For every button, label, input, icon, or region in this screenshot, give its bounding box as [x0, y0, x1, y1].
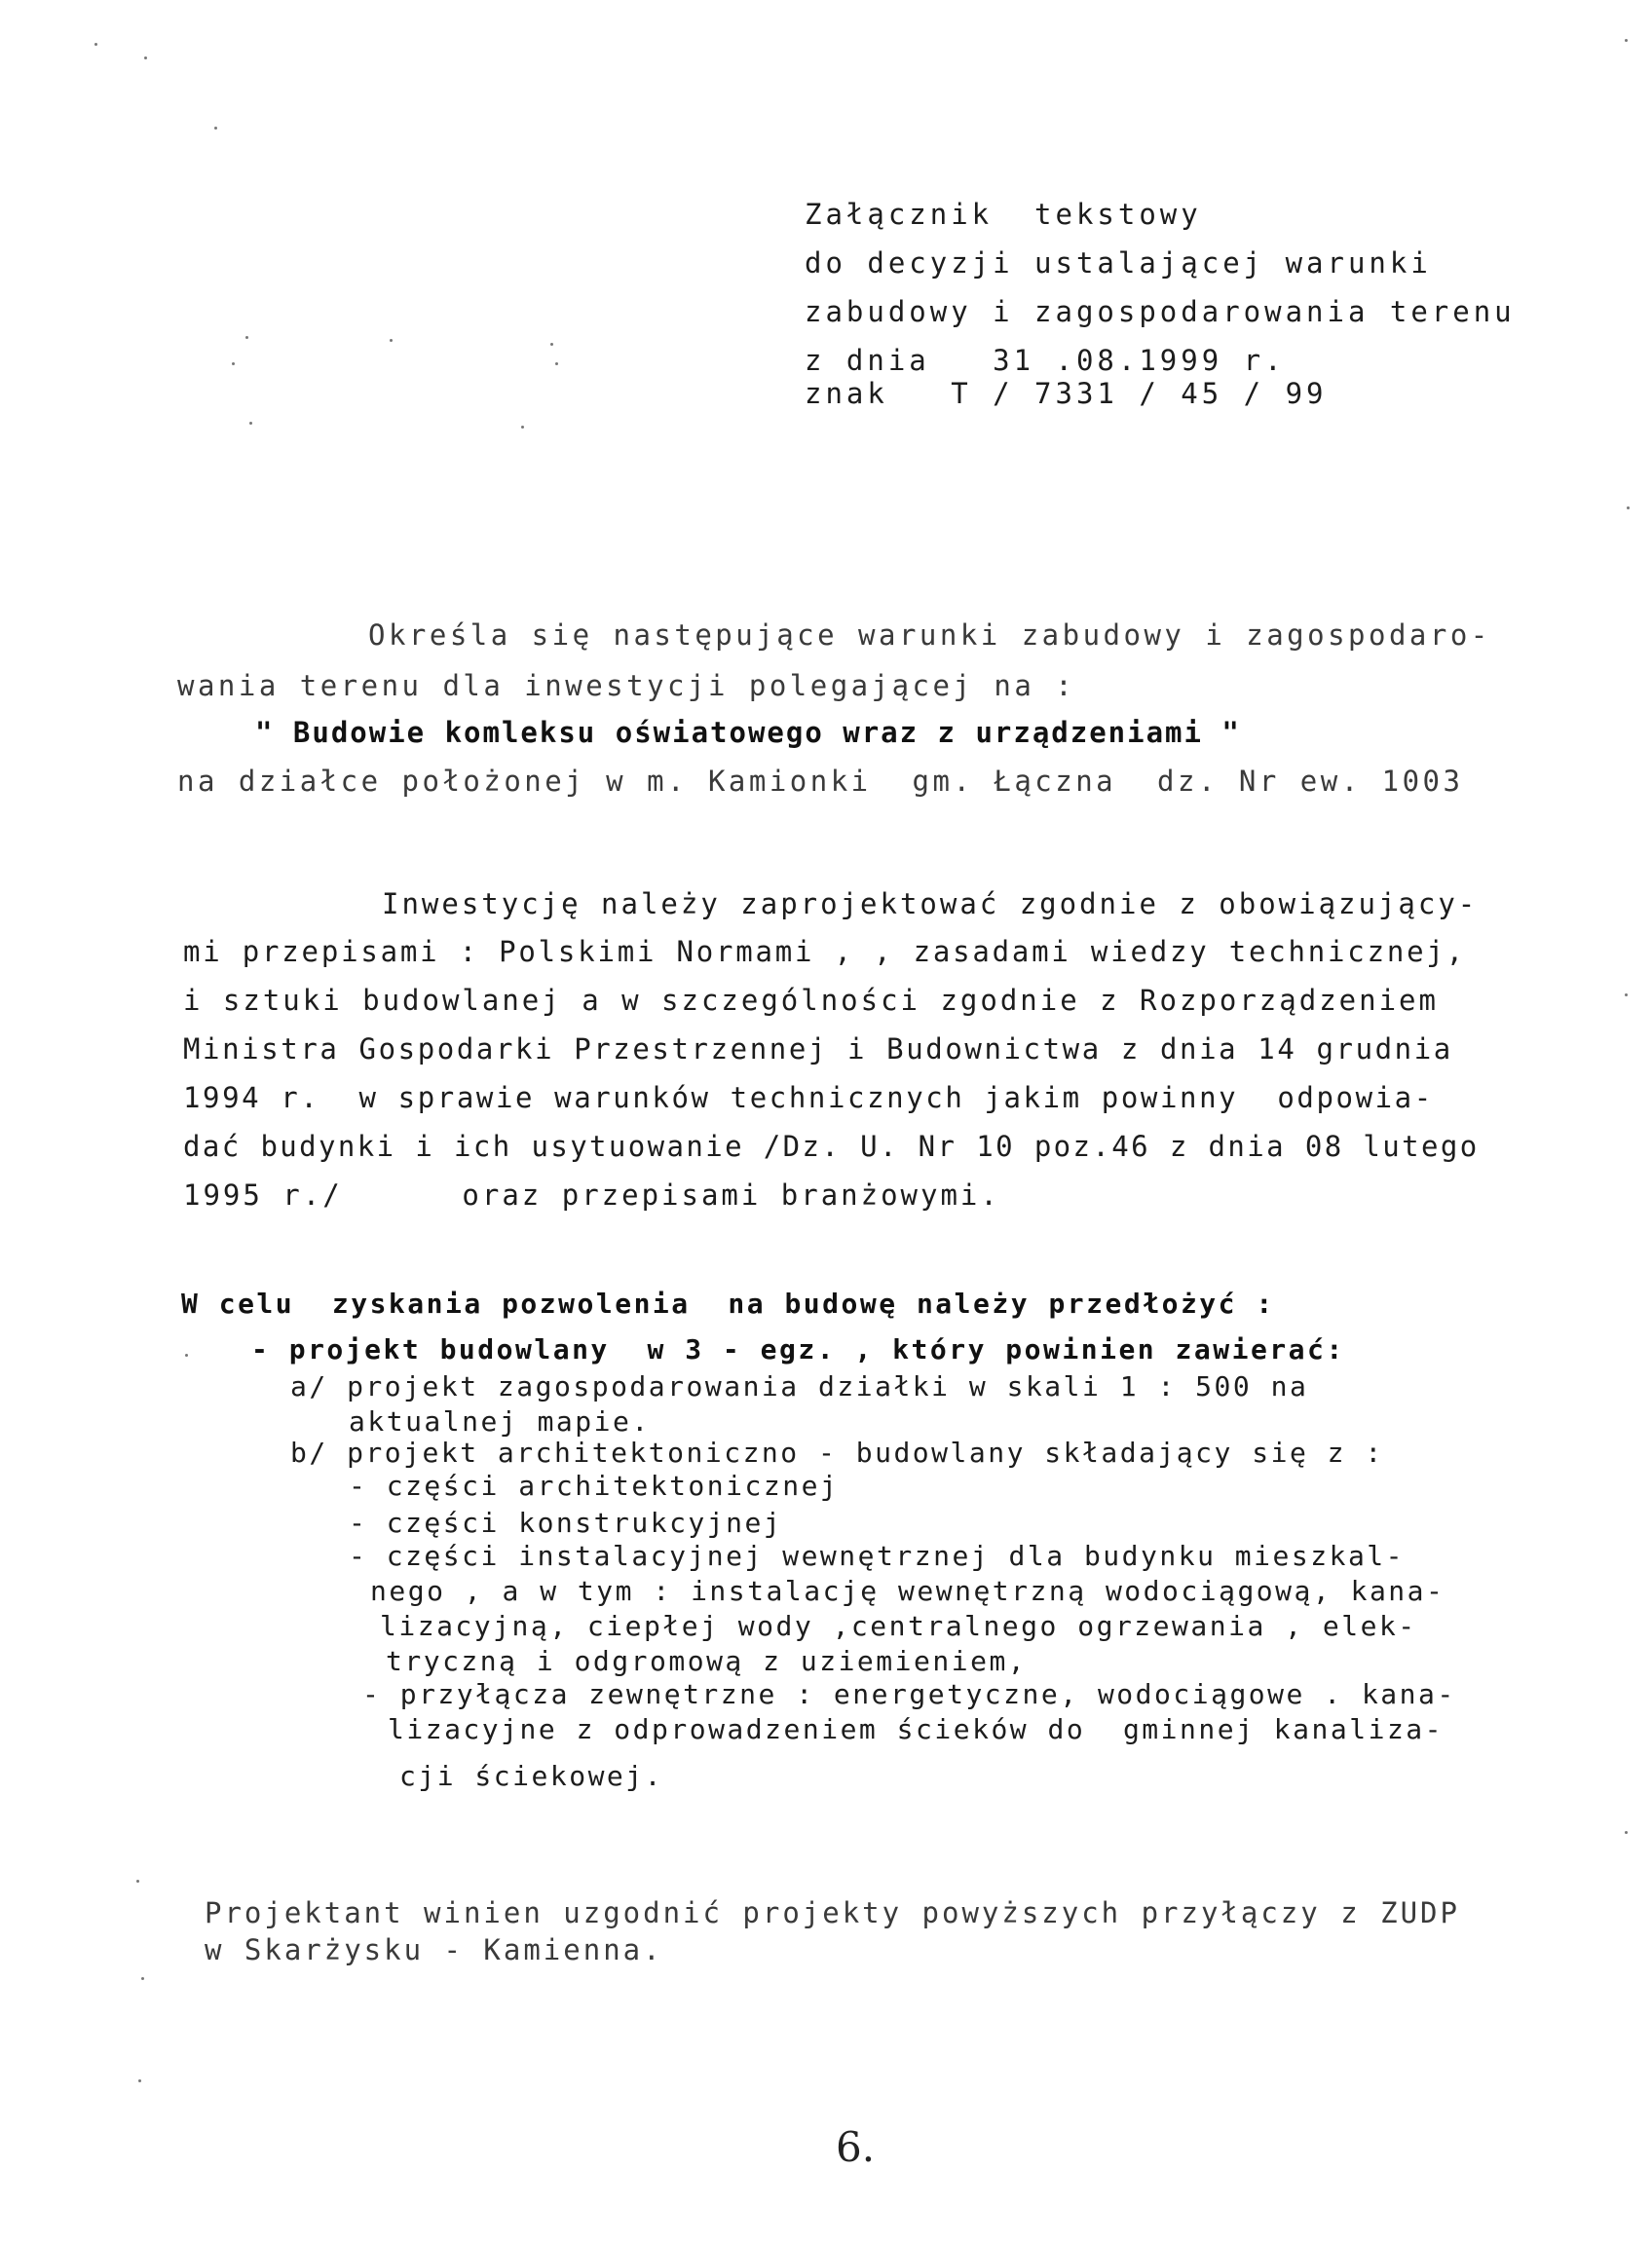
regulations-line: dać budynki i ich usytuowanie /Dz. U. Nr 10 poz.46 z dnia 08 lutego	[183, 1130, 1480, 1163]
plot-location: na działce położonej w m. Kamionki gm. Łączna dz. Nr ew. 1003	[177, 765, 1464, 798]
closing-line: Projektant winien uzgodnić projekty powyższych przyłączy z ZUDP	[205, 1896, 1460, 1929]
regulations-line: Ministra Gospodarki Przestrzennej i Budownictwa z dnia 14 grudnia	[183, 1032, 1453, 1066]
header-line: do decyzji ustalającej warunki	[805, 246, 1432, 280]
requirement-item: b/ projekt architektoniczno - budowlany składający się z :	[290, 1437, 1384, 1469]
scan-speck	[232, 362, 235, 365]
page-number: 6.	[836, 2123, 876, 2171]
scan-speck	[136, 1880, 139, 1883]
requirement-item: tryczną i odgromową z uziemieniem,	[386, 1645, 1028, 1677]
requirement-item: aktualnej mapie.	[349, 1405, 651, 1438]
scan-speck	[249, 422, 252, 425]
scan-speck	[144, 56, 147, 59]
regulations-line: Inwestycję należy zaprojektować zgodnie z obowiązujący-	[382, 887, 1479, 920]
regulations-line: mi przepisami : Polskimi Normami , , zasadami wiedzy technicznej,	[183, 935, 1466, 968]
permit-subheading: - projekt budowlany w 3 - egz. , który powinien zawierać:	[251, 1333, 1345, 1365]
scan-speck	[185, 1354, 188, 1357]
decision-reference: znak T / 7331 / 45 / 99	[805, 377, 1328, 410]
scan-speck	[390, 339, 393, 342]
scan-speck	[1625, 993, 1628, 996]
requirement-item: a/ projekt zagospodarowania działki w skali 1 : 500 na	[290, 1370, 1309, 1402]
permit-heading: W celu zyskania pozwolenia na budowę należy przedłożyć :	[181, 1288, 1275, 1320]
decision-date: z dnia 31 .08.1999 r.	[805, 344, 1286, 377]
scan-speck	[521, 426, 524, 429]
intro-line: Określa się następujące warunki zabudowy i zagospodaro-	[368, 618, 1491, 652]
requirement-item: - części architektonicznej	[349, 1470, 840, 1502]
scan-speck	[1625, 39, 1628, 42]
scan-speck	[1627, 506, 1630, 509]
scan-speck	[555, 362, 558, 365]
requirement-item: cji ściekowej.	[399, 1760, 664, 1792]
scan-speck	[1625, 1831, 1628, 1834]
scan-speck	[138, 2079, 141, 2082]
scan-speck	[245, 336, 248, 339]
requirement-item: lizacyjne z odprowadzeniem ścieków do gminnej kanaliza-	[388, 1713, 1445, 1745]
requirement-item: - przyłącza zewnętrzne : energetyczne, wodociągowe . kana-	[362, 1678, 1456, 1710]
closing-line: w Skarżysku - Kamienna.	[205, 1933, 663, 1966]
intro-line: wania terenu dla inwestycji polegającej na :	[177, 669, 1076, 702]
regulations-line: 1994 r. w sprawie warunków technicznych jakim powinny odpowia-	[183, 1081, 1434, 1114]
regulations-line: 1995 r./ oraz przepisami branżowymi.	[183, 1178, 1000, 1212]
requirement-item: - części konstrukcyjnej	[349, 1507, 783, 1539]
regulations-line: i sztuki budowlanej a w szczególności zgodnie z Rozporządzeniem	[183, 984, 1439, 1017]
header-line: Załącznik tekstowy	[805, 198, 1202, 231]
scan-speck	[141, 1977, 144, 1980]
requirement-item: lizacyjną, ciepłej wody ,centralnego ogrzewania , elek-	[380, 1610, 1417, 1642]
scan-speck	[214, 127, 217, 130]
header-line: zabudowy i zagospodarowania terenu	[805, 295, 1516, 328]
scan-speck	[550, 343, 553, 346]
requirement-item: nego , a w tym : instalację wewnętrzną wodociągową, kana-	[370, 1575, 1446, 1607]
requirement-item: - części instalacyjnej wewnętrznej dla budynku mieszkal-	[349, 1540, 1406, 1572]
project-title: " Budowie komleksu oświatowego wraz z urządzeniami "	[255, 716, 1241, 749]
scan-speck	[94, 43, 97, 46]
